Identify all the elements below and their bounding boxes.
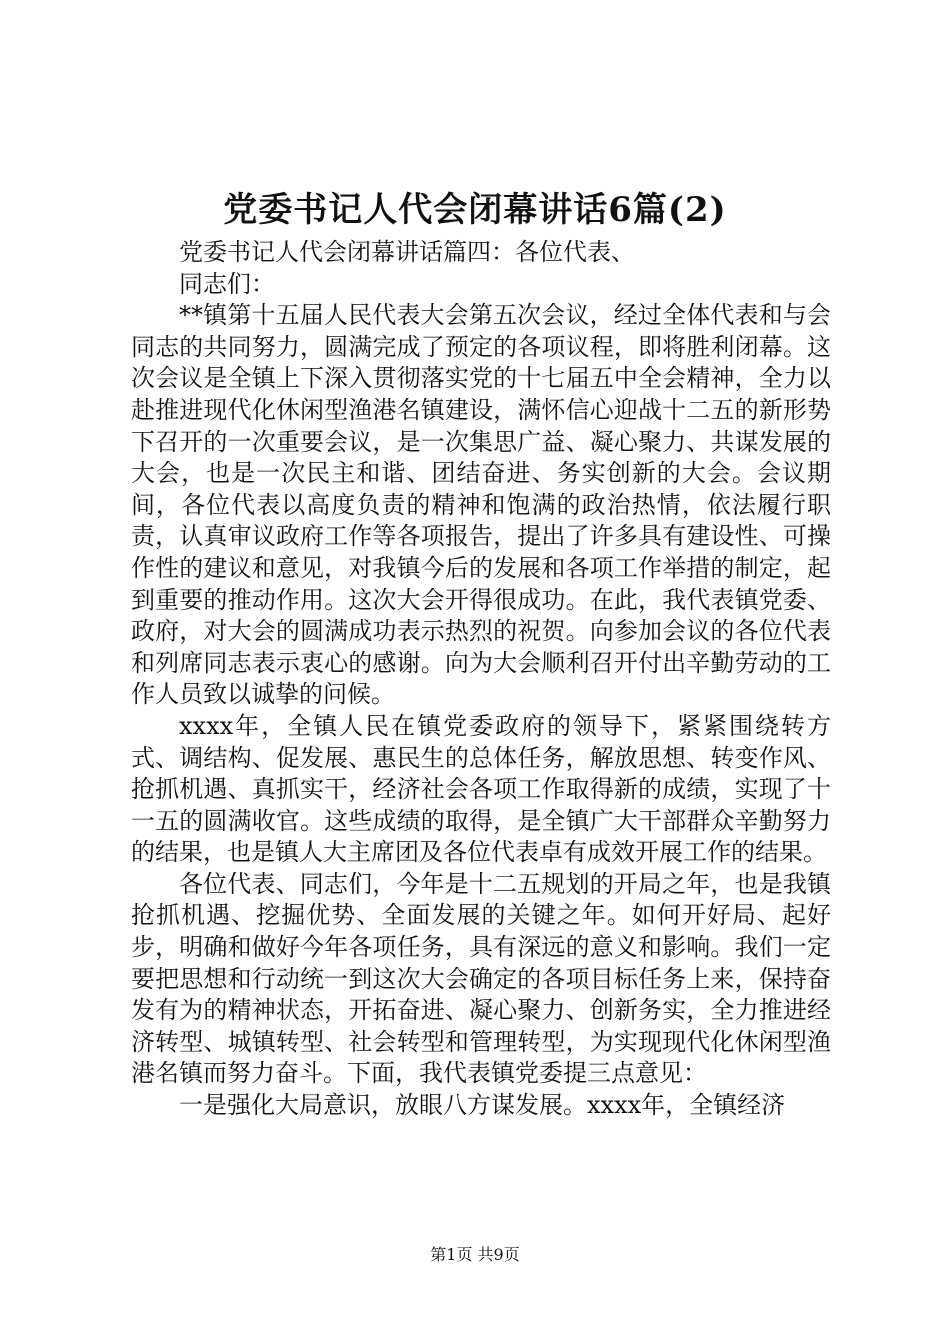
page-number-footer: 第1页 共9页 xyxy=(430,1245,520,1264)
paragraph-heading-line: 党委书记人代会闭幕讲话篇四：各位代表、 xyxy=(179,238,635,266)
paragraph-body: 各位代表、同志们，今年是十二五规划的开局之年，也是我镇抢抓机遇、挖掘优势、全面发展的关键之年。如何开好局、起好步，明确和做好今年各项任务，具有深远的意义和影响。我们一定要把思想和行动统一到这次大会确定的各项目标任务上来，保持奋发有为的精神状态，开拓奋进、凝心聚力、创新务实，全力推进经济转型、城镇转型、社会转型和管理转型，为实现现代化休闲型渔港名镇而努力奋斗。下面，我代表镇党委提三点意见： xyxy=(131,869,831,1088)
paragraph-body: xxxx年，全镇人民在镇党委政府的领导下，紧紧围绕转方式、调结构、促发展、惠民生的总体任务，解放思想、转变作风、抢抓机遇、真抓实干，经济社会各项工作取得新的成绩，实现了十一五的圆满收官。这些成绩的取得，是全镇广大干部群众辛勤努力的结果，也是镇人大主席团及各位代表卓有成效开展工作的结果。 xyxy=(131,711,831,867)
paragraph-body: **镇第十五届人民代表大会第五次会议，经过全体代表和与会同志的共同努力，圆满完成了预定的各项议程，即将胜利闭幕。这次会议是全镇上下深入贯彻落实党的十七届五中全会精神，全力以赴推进现代化休闲型渔港名镇建设，满怀信心迎战十二五的新形势下召开的一次重要会议，是一次集思广益、凝心聚力、共谋发展的大会，也是一次民主和谐、团结奋进、务实创新的大会。会议期间，各位代表以高度负责的精神和饱满的政治热情，依法履行职责，认真审议政府工作等各项报告，提出了许多具有建设性、可操作性的建议和意见，对我镇今后的发展和各项工作举措的制定，起到重要的推动作用。这次大会开得很成功。在此，我代表镇党委、政府，对大会的圆满成功表示热烈的祝贺。向参加会议的各位代表和列席同志表示衷心的感谢。向为大会顺利召开付出辛勤劳动的工作人员致以诚挚的问候。 xyxy=(131,301,831,709)
paragraph-salutation: 同志们： xyxy=(179,269,275,298)
document-title: 党委书记人代会闭幕讲话6篇(2) xyxy=(223,190,727,230)
document-body xyxy=(131,237,831,1122)
paragraph-body: 一是强化大局意识，放眼八方谋发展。xxxx年，全镇经济 xyxy=(179,1091,786,1120)
